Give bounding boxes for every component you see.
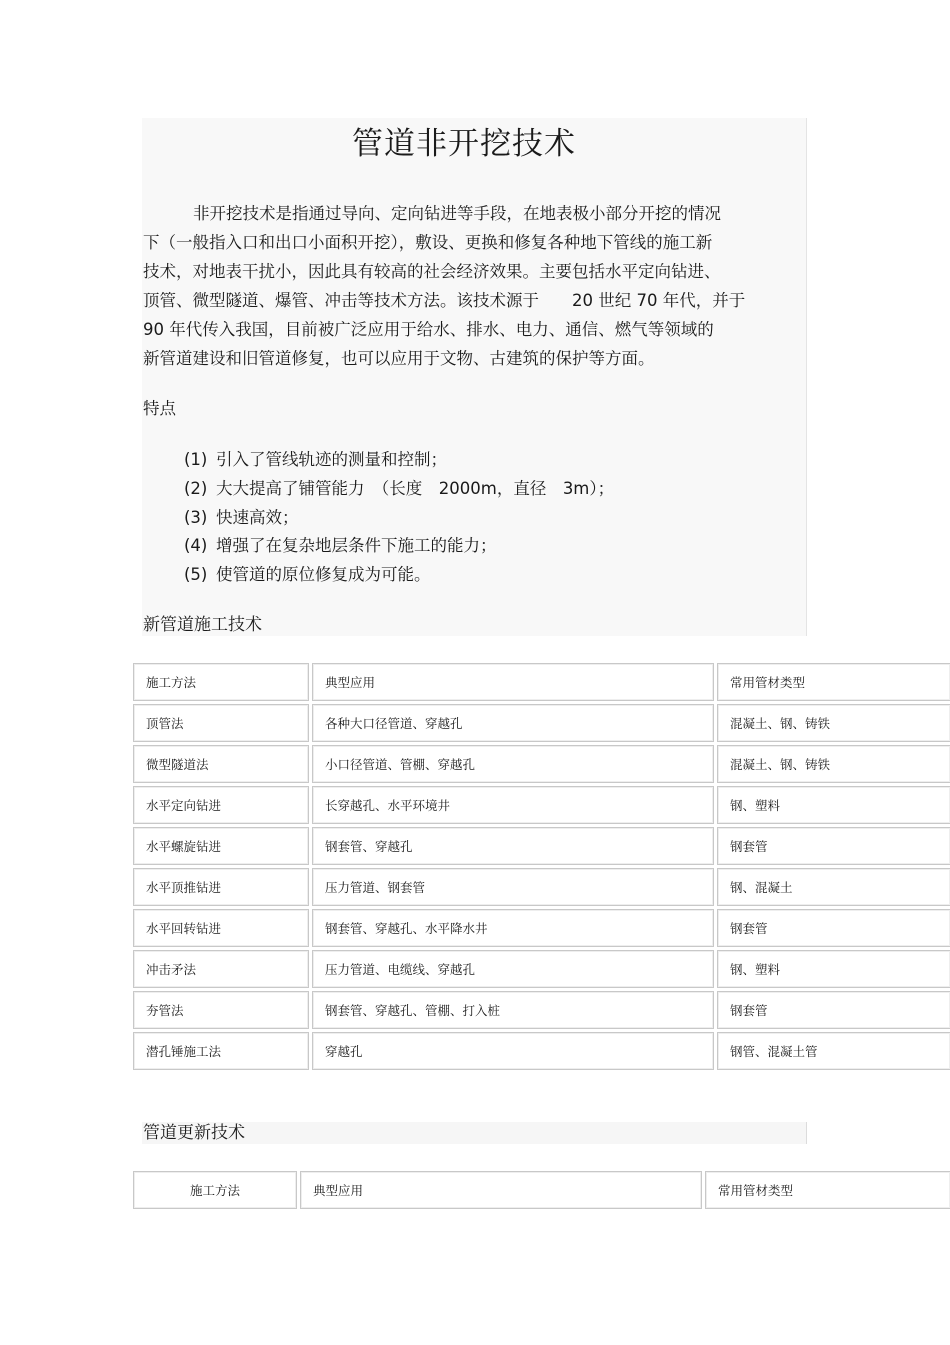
table-cell: 钢套管	[717, 991, 950, 1029]
table-cell: 水平顶推钻进	[133, 868, 309, 906]
table-cell: 顶管法	[133, 704, 309, 742]
list-item-text: 快速高效；	[216, 507, 299, 527]
document-title: 管道非开挖技术	[352, 126, 576, 162]
table-header-cell: 典型应用	[300, 1171, 702, 1209]
intro-line: 顶管、微型隧道、爆管、冲击等技术方法。该技术源于 20 世纪 70 年代，并于	[143, 291, 746, 310]
intro-line: 下（一般指入口和出口小面积开挖），敷设、更换和修复各种地下管线的施工新	[143, 233, 713, 252]
list-item	[184, 532, 744, 561]
pipe-renewal-table	[130, 1168, 950, 1212]
table-row	[133, 745, 950, 783]
table-header-cell: 典型应用	[312, 663, 714, 701]
list-item-number: (1)	[184, 450, 208, 469]
table-cell: 混凝土、钢、铸铁	[717, 745, 950, 783]
list-item-text: 使管道的原位修复成为可能。	[216, 565, 431, 584]
table-cell: 混凝土、钢、铸铁	[717, 704, 950, 742]
table-cell: 水平回转钻进	[133, 909, 309, 947]
list-item	[184, 561, 744, 590]
table-cell: 水平螺旋钻进	[133, 827, 309, 865]
list-item	[184, 475, 744, 504]
list-item	[184, 504, 744, 533]
table-cell: 潜孔锤施工法	[133, 1032, 309, 1070]
list-item-number: (2)	[184, 478, 208, 498]
intro-line: 90 年代传入我国，目前被广泛应用于给水、排水、电力、通信、燃气等领域的	[143, 320, 714, 339]
table-cell: 钢、塑料	[717, 950, 950, 988]
list-item-number: (3)	[184, 507, 208, 527]
table-cell: 钢、塑料	[717, 786, 950, 824]
intro-line: 技术，对地表干扰小，因此具有较高的社会经济效果。主要包括水平定向钻进、	[143, 262, 721, 281]
table-cell: 压力管道、电缆线、穿越孔	[312, 950, 714, 988]
table-cell: 各种大口径管道、穿越孔	[312, 704, 714, 742]
new-pipeline-table	[130, 660, 950, 1073]
features-heading: 特点	[143, 399, 176, 418]
table-row	[133, 950, 950, 988]
table-cell: 穿越孔	[312, 1032, 714, 1070]
table-row	[133, 868, 950, 906]
list-item-number: (5)	[184, 565, 208, 584]
new-pipeline-heading: 新管道施工技术	[143, 615, 262, 635]
table-cell: 压力管道、钢套管	[312, 868, 714, 906]
table-row	[133, 909, 950, 947]
table-row	[133, 786, 950, 824]
table-row	[133, 827, 950, 865]
list-item-number: (4)	[184, 536, 208, 556]
table-cell: 钢套管、穿越孔	[312, 827, 714, 865]
table-row	[133, 1032, 950, 1070]
table-header-row	[133, 1171, 950, 1209]
table-header-cell: 施工方法	[133, 663, 309, 701]
table-cell: 长穿越孔、水平环境井	[312, 786, 714, 824]
table-cell: 微型隧道法	[133, 745, 309, 783]
intro-paragraph	[143, 199, 793, 373]
table-cell: 冲击矛法	[133, 950, 309, 988]
table-header-row	[133, 663, 950, 701]
table-cell: 水平定向钻进	[133, 786, 309, 824]
table-header-cell: 施工方法	[133, 1171, 297, 1209]
table-cell: 钢、混凝土	[717, 868, 950, 906]
pipe-renewal-heading: 管道更新技术	[143, 1123, 245, 1143]
list-item-text: 引入了管线轨迹的测量和控制；	[216, 450, 447, 469]
table-cell: 夯管法	[133, 991, 309, 1029]
list-item-text: 增强了在复杂地层条件下施工的能力；	[216, 536, 497, 556]
intro-line: 新管道建设和旧管道修复，也可以应用于文物、古建筑的保护等方面。	[143, 349, 655, 368]
table-cell: 钢套管、穿越孔、管棚、打入桩	[312, 991, 714, 1029]
table-cell: 钢套管、穿越孔、水平降水井	[312, 909, 714, 947]
table-cell: 钢管、混凝土管	[717, 1032, 950, 1070]
intro-line: 非开挖技术是指通过导向、定向钻进等手段，在地表极小部分开挖的情况	[193, 204, 721, 223]
table-cell: 小口径管道、管棚、穿越孔	[312, 745, 714, 783]
table-header-cell: 常用管材类型	[705, 1171, 950, 1209]
table-cell: 钢套管	[717, 909, 950, 947]
list-item	[184, 446, 744, 475]
table-header-cell: 常用管材类型	[717, 663, 950, 701]
list-item-text: 大大提高了铺管能力 （长度 2000m，直径 3m）；	[216, 478, 615, 498]
features-list	[184, 446, 744, 590]
table-row	[133, 704, 950, 742]
table-row	[133, 991, 950, 1029]
table-cell: 钢套管	[717, 827, 950, 865]
